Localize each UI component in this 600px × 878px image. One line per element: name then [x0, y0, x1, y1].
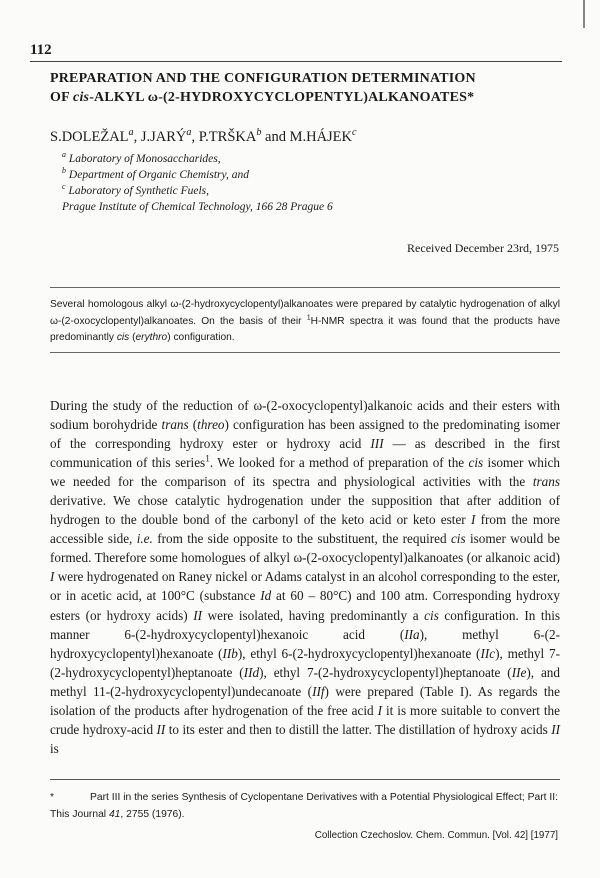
citation-sup: 1 — [205, 453, 210, 464]
body-italic: IIa — [404, 626, 420, 642]
body-italic: IIb — [222, 645, 238, 661]
affil-a-text: Laboratory of Monosaccharides, — [68, 153, 221, 165]
body-italic: IId — [243, 664, 260, 680]
abstract — [50, 297, 560, 347]
body-paragraph — [50, 396, 560, 758]
affil-b-text: Department of Organic Chemistry, and — [68, 169, 249, 181]
author-affil-sup: a — [128, 127, 134, 139]
abstract-text: ) configuration. — [167, 332, 235, 343]
body-italic: cis — [468, 455, 484, 471]
body-text: ), methyl 6-(2-hydroxycyclopentyl)hexanoate ( — [50, 626, 560, 661]
author-affil-sup: b — [256, 127, 262, 139]
body-italic: Id — [260, 588, 272, 604]
body-text: isomer which we needed for the comparison of its spectra and physiological activities with the — [50, 455, 561, 490]
author-jary: J.JARÝ — [140, 129, 187, 145]
body-italic: cis — [424, 607, 439, 623]
body-italic: I — [470, 512, 476, 528]
body-italic: II — [193, 607, 203, 623]
affiliation-c — [62, 183, 333, 199]
body-italic: I — [50, 569, 55, 585]
body-italic: II — [551, 721, 560, 737]
footnote-volume: 41 — [108, 809, 121, 820]
affil-sup-c: c — [62, 182, 66, 192]
author-and: and — [265, 129, 286, 145]
title-of: OF — [50, 90, 74, 105]
affiliations — [62, 151, 333, 215]
abstract-text: H-NMR spectra it was found that the products have predominantly — [50, 315, 560, 343]
title-rest: -ALKYL ω-(2-HYDROXYCYCLOPENTYL)ALKANOATES* — [89, 90, 475, 105]
body-text: to its ester and then to distill the latter. The distillation of hydroxy acids — [165, 721, 552, 737]
body-italic: trans — [532, 474, 560, 490]
body-text: ) configuration has been assigned to the predominating isomer of the corresponding hydroxy ester or hydroxy acid — [50, 417, 560, 452]
body-text: ), and methyl 11-(2-hydroxycyclopentyl)undecanoate ( — [50, 664, 560, 699]
body-italic: threo — [197, 417, 225, 433]
page-number: 112 — [30, 42, 52, 58]
abstract-sup: 1 — [306, 313, 311, 322]
body-italic: III — [370, 436, 384, 452]
affiliation-b — [62, 167, 333, 183]
body-italic: IIf — [312, 683, 325, 699]
article-title — [50, 69, 550, 107]
body-text: ), ethyl 7-(2-hydroxycyclopentyl)heptanoate ( — [259, 664, 512, 680]
body-text: ), methyl 7-(2-hydroxycyclopentyl)heptanoate ( — [50, 645, 560, 680]
footnote-text: , 2755 (1976). — [120, 809, 185, 820]
affil-sup-b: b — [62, 166, 67, 176]
body-italic: IIc — [480, 645, 496, 661]
author-affil-sup: c — [352, 127, 357, 139]
abstract-rule-top — [50, 287, 560, 288]
received-date: Received December 23rd, 1975 — [407, 241, 559, 255]
body-text: at 60 – 80°C) and 100 atm. Corresponding hydroxy esters (or hydroxy acids) — [50, 588, 560, 623]
body-text: ) were prepared (Table I). As regards the isolation of the products after hydrogenation of the free acid — [50, 683, 561, 718]
affiliation-a — [62, 151, 333, 167]
institute: Prague Institute of Chemical Technology, 166 28 Prague 6 — [62, 201, 333, 213]
title-cis: cis — [73, 90, 90, 105]
abstract-italic: erythro — [135, 332, 168, 343]
page-edge-mark — [583, 0, 585, 28]
title-line-1: PREPARATION AND THE CONFIGURATION DETERMINATION — [50, 71, 476, 86]
footnote — [50, 789, 560, 823]
body-italic: IIe — [511, 664, 527, 680]
body-text: ), ethyl 6-(2-hydroxycyclopentyl)hexanoate ( — [237, 645, 481, 661]
footnote-text: Part III in the series Synthesis of Cyclopentane Derivatives with a Potential Physiological Effect; Part II: This Journal — [50, 792, 558, 820]
body-text: is — [50, 740, 59, 756]
abstract-rule-bottom — [50, 352, 560, 353]
header-rule — [30, 61, 562, 62]
body-text: were hydrogenated on Raney nickel or Adams catalyst in an alcohol corresponding to the ester, or in acetic acid, at 100°C (substance — [50, 569, 560, 604]
body-text: configuration. In this manner 6-(2-hydroxycyclopentyl)hexanoic acid ( — [50, 607, 560, 642]
abstract-text: ( — [129, 332, 136, 343]
author-hajek: M.HÁJEK — [289, 129, 353, 145]
body-italic: i.e. — [136, 531, 153, 547]
affil-sup-a: a — [62, 150, 67, 160]
title-line-2 — [50, 88, 550, 107]
author-affil-sup: a — [186, 127, 192, 139]
body-text: ( — [188, 417, 198, 433]
body-text: from the more accessible side, — [50, 512, 561, 547]
affil-c-text: Laboratory of Synthetic Fuels, — [68, 185, 209, 197]
body-text: derivative. We chose catalytic hydrogenation under the supposition that after addition of hydrogen to the double bond of the carbonyl of the keto acid or keto ester — [50, 493, 560, 528]
author-trska: P.TRŠKA — [198, 129, 257, 145]
abstract-text: Several homologous alkyl ω-(2-hydroxycyclopentyl)alkanoates were prepared by catalytic hydrogenation of alkyl ω-(2-oxocyclopentyl)alkanoates. On the basis of their — [50, 299, 560, 327]
body-text: . We looked for a method of preparation of the — [209, 455, 469, 471]
journal-footer: Collection Czechoslov. Chem. Commun. [Vol. 42] [1977] — [314, 830, 558, 841]
footnote-rule — [50, 779, 560, 780]
footnote-mark: * — [50, 792, 55, 803]
abstract-italic: cis — [116, 332, 130, 343]
body-text: isomer would be formed. Therefore some homologues of alkyl ω-(2-oxocyclopentyl)alkanoates (or alkanoic acid) — [50, 531, 560, 566]
body-italic: cis — [450, 531, 466, 547]
body-italic: trans — [161, 417, 189, 433]
body-italic: II — [156, 721, 166, 737]
body-text: — as described in the first communication of this series — [50, 436, 560, 471]
body-text: from the side opposite to the substituent, the required — [152, 531, 451, 547]
body-italic: I — [377, 702, 382, 718]
body-text: were isolated, having predominantly a — [202, 607, 425, 623]
author-dolezal: S.DOLEŽAL — [50, 129, 129, 145]
author-list: S.DOLEŽAL$^a$, J.JARÝ$^a$, P.TRŠKA$^b$ and M.HÁJEK$^c$ — [50, 127, 357, 145]
body-text: During the study of the reduction of ω-(2-oxocyclopentyl)alkanoic acids and their esters with sodium borohydride — [50, 398, 560, 433]
body-text: it is more suitable to convert the crude hydroxy-acid — [50, 702, 560, 737]
